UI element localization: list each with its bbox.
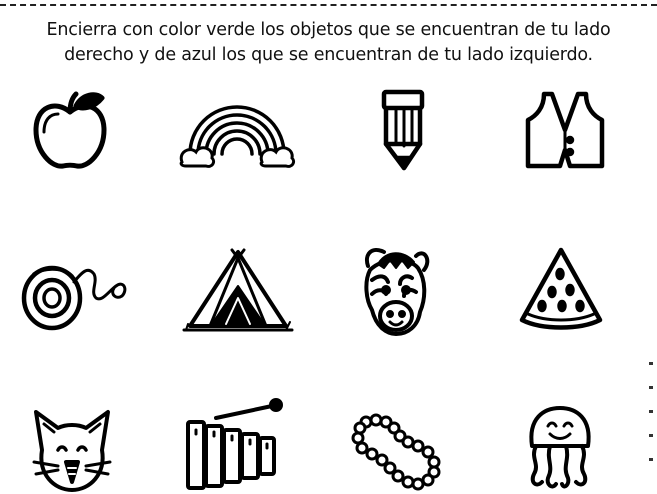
page-edge-marks: [649, 362, 655, 494]
tent-icon[interactable]: [182, 246, 294, 336]
jellyfish-icon[interactable]: [518, 404, 602, 494]
zebra-icon[interactable]: [358, 242, 432, 338]
cat-icon[interactable]: [28, 406, 116, 494]
pencil-icon[interactable]: [378, 88, 430, 172]
instructions-line-2: derecho y de azul los que se encuentran de tu lado izquierdo.: [64, 45, 593, 65]
bead-necklace-icon[interactable]: [352, 412, 444, 494]
rainbow-icon[interactable]: [178, 96, 296, 168]
instructions-line-1: Encierra con color verde los objetos que se encuentran de tu lado: [46, 20, 611, 40]
watermelon-slice-icon[interactable]: [514, 244, 608, 336]
yoyo-icon[interactable]: [16, 252, 132, 332]
apple-icon[interactable]: [30, 88, 110, 173]
vest-icon[interactable]: [522, 90, 608, 172]
xylophone-icon[interactable]: [182, 400, 286, 494]
